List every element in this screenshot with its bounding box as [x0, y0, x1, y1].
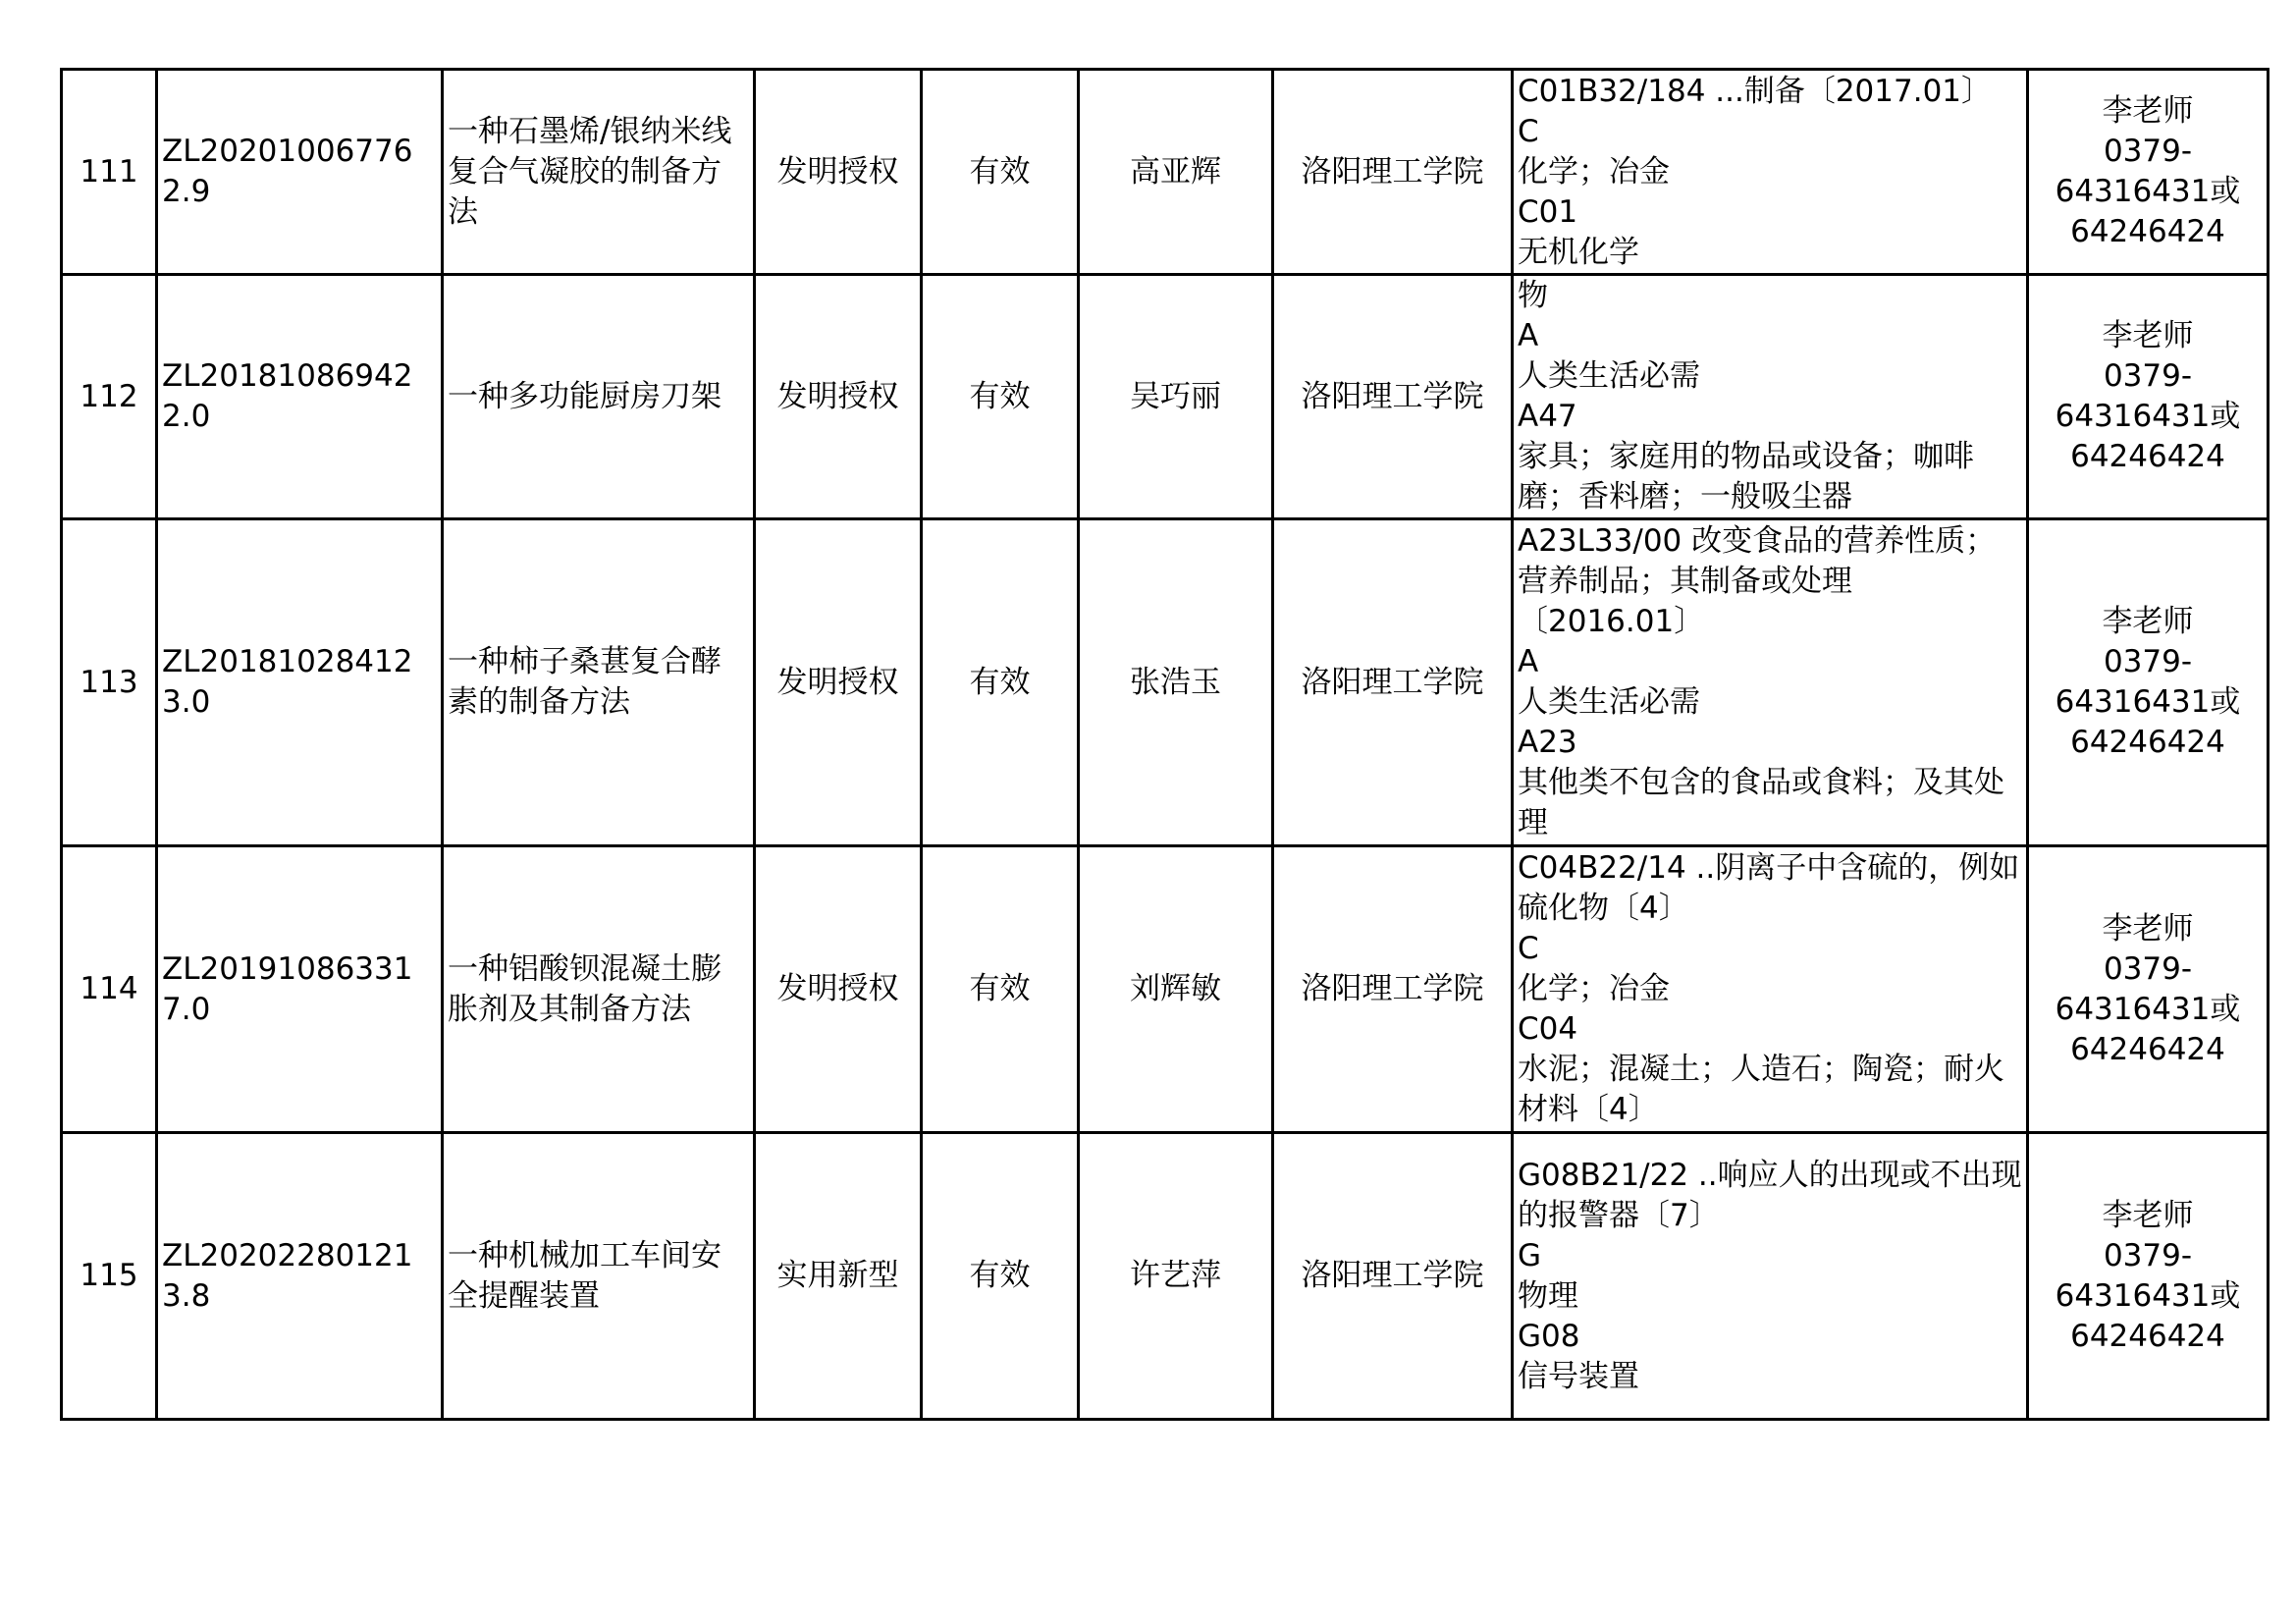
organization: 洛阳理工学院	[1273, 70, 1513, 275]
ipc-classification	[1513, 70, 2028, 275]
ipc-class-name: 水泥；混凝土；人造石；陶瓷；耐火材料〔4〕	[1518, 1052, 2004, 1127]
patent-id: ZL201910863317.0	[157, 846, 443, 1133]
patent-title: 一种柿子桑葚复合酵素的制备方法	[443, 519, 755, 846]
ipc-classification	[1513, 519, 2028, 846]
patent-table-body	[62, 70, 2269, 1420]
ipc-code-line: G08B21/22 ..响应人的出现或不出现的报警器〔7〕	[1518, 1157, 2022, 1233]
patent-status: 有效	[922, 70, 1079, 275]
contact-person: 李老师	[2102, 1197, 2194, 1233]
row-number: 113	[62, 519, 157, 846]
contact-area-code: 0379-	[2103, 134, 2193, 169]
patent-id: ZL201810869422.0	[157, 275, 443, 519]
contact-phone-1: 64316431或	[2055, 991, 2241, 1027]
table-row	[62, 1133, 2269, 1420]
inventor-name: 高亚辉	[1079, 70, 1273, 275]
table-row	[62, 275, 2269, 519]
contact-phone-2: 64246424	[2070, 725, 2225, 760]
contact-person: 李老师	[2102, 910, 2194, 947]
contact-area-code: 0379-	[2103, 950, 2193, 987]
ipc-code-line: C04B22/14 ..阴离子中含硫的，例如硫化物〔4〕	[1518, 850, 2020, 926]
patent-id: ZL202022801213.8	[157, 1133, 443, 1420]
row-number: 112	[62, 275, 157, 519]
ipc-classification	[1513, 846, 2028, 1133]
organization: 洛阳理工学院	[1273, 1133, 1513, 1420]
contact-info	[2028, 846, 2269, 1133]
ipc-class-name: 信号装置	[1518, 1358, 1639, 1394]
patent-title: 一种石墨烯/银纳米线复合气凝胶的制备方法	[443, 70, 755, 275]
ipc-classification	[1513, 1133, 2028, 1420]
contact-info	[2028, 519, 2269, 846]
organization: 洛阳理工学院	[1273, 846, 1513, 1133]
patent-title: 一种铝酸钡混凝土膨胀剂及其制备方法	[443, 846, 755, 1133]
organization: 洛阳理工学院	[1273, 519, 1513, 846]
ipc-class-name: 其他类不包含的食品或食料；及其处理	[1518, 765, 2004, 840]
patent-status: 有效	[922, 519, 1079, 846]
contact-area-code: 0379-	[2103, 1237, 2193, 1273]
patent-type: 发明授权	[755, 70, 922, 275]
ipc-class-code: G08	[1518, 1318, 1580, 1354]
contact-phone-1: 64316431或	[2055, 684, 2241, 720]
ipc-section-name: 化学；冶金	[1518, 971, 1670, 1006]
ipc-section-name: 化学；冶金	[1518, 153, 1670, 189]
contact-phone-2: 64246424	[2070, 439, 2225, 474]
ipc-class-code: A23	[1518, 725, 1577, 760]
contact-person: 李老师	[2102, 318, 2194, 353]
contact-phone-2: 64246424	[2070, 214, 2225, 249]
inventor-name: 刘辉敏	[1079, 846, 1273, 1133]
row-number: 114	[62, 846, 157, 1133]
patent-status: 有效	[922, 846, 1079, 1133]
contact-area-code: 0379-	[2103, 358, 2193, 394]
patent-title: 一种机械加工车间安全提醒装置	[443, 1133, 755, 1420]
patent-id: ZL202010067762.9	[157, 70, 443, 275]
ipc-code-line: A23L33/00 改变食品的营养性质；营养制品；其制备或处理〔2016.01〕	[1518, 523, 1997, 639]
patent-type: 实用新型	[755, 1133, 922, 1420]
contact-info	[2028, 275, 2269, 519]
contact-phone-2: 64246424	[2070, 1318, 2225, 1354]
ipc-code-line: C01B32/184 ...制备〔2017.01〕	[1518, 73, 1993, 109]
ipc-section-code: G	[1518, 1237, 1542, 1273]
organization: 洛阳理工学院	[1273, 275, 1513, 519]
patent-id: ZL201810284123.0	[157, 519, 443, 846]
patent-status: 有效	[922, 275, 1079, 519]
contact-area-code: 0379-	[2103, 644, 2193, 679]
ipc-section-name: 人类生活必需	[1518, 684, 1700, 720]
ipc-class-code: C04	[1518, 1011, 1578, 1047]
table-row	[62, 70, 2269, 275]
patent-table	[60, 68, 2269, 1421]
table-row	[62, 846, 2269, 1133]
patent-type: 发明授权	[755, 519, 922, 846]
ipc-section-name: 物理	[1518, 1277, 1578, 1314]
ipc-classification	[1513, 275, 2028, 519]
contact-info	[2028, 70, 2269, 275]
patent-status: 有效	[922, 1133, 1079, 1420]
patent-type: 发明授权	[755, 275, 922, 519]
contact-info	[2028, 1133, 2269, 1420]
contact-phone-2: 64246424	[2070, 1031, 2225, 1067]
ipc-code-line: 物	[1518, 278, 1548, 313]
contact-phone-1: 64316431或	[2055, 174, 2241, 209]
inventor-name: 张浩玉	[1079, 519, 1273, 846]
ipc-section-name: 人类生活必需	[1518, 358, 1700, 394]
contact-person: 李老师	[2102, 604, 2194, 639]
contact-person: 李老师	[2102, 93, 2194, 129]
inventor-name: 许艺萍	[1079, 1133, 1273, 1420]
ipc-class-name: 无机化学	[1518, 234, 1639, 270]
ipc-class-name: 家具；家庭用的物品或设备；咖啡磨；香料磨；一般吸尘器	[1518, 439, 1974, 514]
inventor-name: 吴巧丽	[1079, 275, 1273, 519]
contact-phone-1: 64316431或	[2055, 399, 2241, 434]
ipc-section-code: C	[1518, 931, 1539, 966]
ipc-class-code: C01	[1518, 193, 1578, 230]
row-number: 111	[62, 70, 157, 275]
patent-type: 发明授权	[755, 846, 922, 1133]
contact-phone-1: 64316431或	[2055, 1277, 2241, 1314]
ipc-section-code: A	[1518, 644, 1539, 679]
patent-title: 一种多功能厨房刀架	[443, 275, 755, 519]
table-row	[62, 519, 2269, 846]
row-number: 115	[62, 1133, 157, 1420]
ipc-class-code: A47	[1518, 399, 1577, 434]
ipc-section-code: A	[1518, 318, 1539, 353]
ipc-section-code: C	[1518, 113, 1539, 149]
